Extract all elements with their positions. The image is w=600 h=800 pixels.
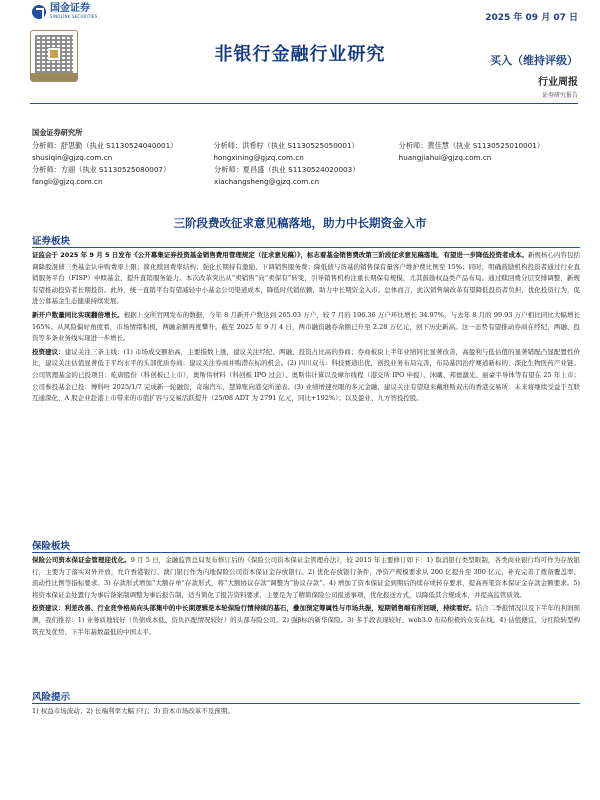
paragraph-body: 根据上交所官网发布的数据，今年 8 月新开户数达到 265.03 万户，较 7 月的 196.36 万户环比增长 34.97%，与去年 8 月的 99.93 万户相比同比大幅增长 165%。从风险偏好角度看，市场情绪积极，两融余额再度攀升。截至 2025 年 9 月 4 日，两市融资融券余额已升至 2.28 万亿元，创下历史新高。这一态势有望推动券商在经纪、两融、投资等多条业务线实现进一步增长。 bbox=[32, 310, 580, 343]
section-heading: 风险提示 bbox=[32, 689, 580, 704]
paragraph-lead: 保险公司资本保证金管理迎优化。 bbox=[32, 556, 131, 564]
section-heading: 证券板块 bbox=[32, 233, 580, 248]
paragraph bbox=[32, 310, 580, 345]
analyst-item bbox=[32, 164, 214, 188]
logo-mark-icon bbox=[32, 5, 46, 19]
paragraph-body: 9 月 5 日，金融监管总局发布修订后的《保险公司资本保证金管理办法》，较 2015 年主要修订如下：1) 取消银行类型限制，各类商业银行均可作为存放银行，主要为了落实对外开放，允许香港银行、澳门银行作为内地保险公司资本保证金存放银行。2) 优化存放银行条件，净资产规模要求从 200 亿提升至 300 亿元，补充完善了拨备覆盖率、流动性比例等指标要求。3) 存款形式增加“大额存单”存款形式，将“大额协议存款”调整为“协议存款”。4) 增加了资本保证金到期后的续存或转存要求，提高再笔资本保证金存款金额要求。5) 将资本保证金处置行为事后备案制调整为事后报告制，适当简化了报告资料要求，主要是为了精简保险公司报送事项，优化报送方式，以降低其合规成本，并提高监管质效。 bbox=[32, 556, 581, 599]
section-insurance bbox=[32, 538, 580, 638]
paragraph: 1) 权益市场波动；2) 长端利率大幅下行；3) 资本市场改革不及预期。 bbox=[32, 707, 234, 715]
section-heading: 保险板块 bbox=[32, 538, 580, 553]
paragraph-lead: 证监会于 2025 年 9 月 5 日发布《公开募集证券投资基金销售费用管理规定（征求意见稿）》，标志着基金销售费改第三阶段征求意见稿落地，有望进一步降低投资者成本。 bbox=[32, 251, 528, 259]
sinolink-logo bbox=[32, 4, 97, 19]
paragraph-body: 结合二季报情况以及下半年的利润预测，我们推荐：1) 业务质地较好（负债成本低、资负匹配情况较好）的头部寿险公司。2) 强β标的新华保险。3) 多手段表现较好、web3.0 布局积极的众安在线。4) 估值便宜、分红险转型构筑充发优势、下半年基数最低的中国太平。 bbox=[32, 604, 581, 636]
paragraph-lead: 投资建议： bbox=[32, 347, 65, 356]
report-date: 2025 年 09 月 07 日 bbox=[485, 13, 578, 23]
report-type: 行业周报 bbox=[538, 77, 578, 88]
paragraph-lead: 新开户数量同比实现翻倍增长。 bbox=[32, 310, 124, 319]
logo-en-text: SINOLINK SECURITIES bbox=[50, 14, 98, 19]
logo-cn-text: 国金证券 bbox=[50, 3, 90, 14]
analyst-label: 分析师：黄佳慧（执业 S1130525010001） bbox=[398, 141, 545, 150]
rating-badge: 买入（维持评级） bbox=[490, 54, 578, 67]
header-divider bbox=[30, 103, 578, 104]
paragraph bbox=[32, 603, 580, 638]
report-subtitle: 证券研究报告 bbox=[541, 92, 578, 99]
analyst-label: 分析师：洪希柠（执业 S1130525050001） bbox=[213, 141, 359, 150]
paragraph bbox=[32, 250, 580, 308]
paragraph-body: 新规核心内容包括调降股混债三类基金认申购费率上限；简化赎回费率结构；强化长期持有激励、下调销售服务费；降低债与货基的销售保有量客户维护费比例至 15%；同时，明确鼓励机构投资者通过行业直销服务平台（FISP）申赎基金，提升直销服务能力。本次改革突出从“卖销售”向“卖保有”转变，引导销售机构注重长期保有规模，尤其鼓励权益类产品布局。通过赎回费分层安排调整，新规有望推动投资者长期投资。此外，统一直销平台有望减轻中小基金公司渠道成本，降低时代销依赖，助力中长期资金入市。总体而言，此次销售端改革有望降低投资者负担、优化投资行为，促进公募基金生态健康持续发展。 bbox=[32, 251, 581, 306]
analyst-block bbox=[32, 127, 580, 188]
firm-name: 国金证券研究所 bbox=[32, 128, 83, 137]
paragraph bbox=[32, 555, 580, 601]
report-title: 非银行金融行业研究 bbox=[214, 44, 386, 65]
analyst-item bbox=[213, 140, 398, 164]
analyst-label: 分析师：夏昌盛（执业 S1130524020003） bbox=[214, 165, 360, 174]
paragraph bbox=[32, 347, 580, 405]
section-risk bbox=[32, 689, 580, 718]
analyst-email[interactable]: xiachangsheng@gjzq.com.cn bbox=[214, 177, 320, 186]
analyst-label: 分析师：舒思勤（执业 S1130524040001） bbox=[32, 141, 178, 150]
analyst-email[interactable]: hongxining@gjzq.com.cn bbox=[213, 153, 304, 162]
section-securities bbox=[32, 233, 580, 405]
analyst-label: 分析师：方丽（执业 S1130525080007） bbox=[32, 165, 171, 174]
analyst-email[interactable]: shusiqin@gjzq.com.cn bbox=[32, 153, 113, 162]
main-headline: 三阶段费改征求意见稿落地，助力中长期资金入市 bbox=[173, 216, 427, 230]
analyst-email[interactable]: fangli@gjzq.com.cn bbox=[32, 177, 103, 186]
analyst-item bbox=[399, 140, 580, 164]
analyst-email[interactable]: huangjiahui@gjzq.com.cn bbox=[398, 153, 492, 162]
analyst-item bbox=[214, 164, 400, 188]
analyst-item bbox=[32, 140, 213, 164]
paragraph-body: 建议关注三条主线：(1) 市场成交额抬高，主要指数上涨，建议关注经纪、两融、投资占比高的券商；券商板块上半年业绩同比显著改善，高盈利与低估值的显著错配凸显配置性价比，建议关注估值显著低于平均水平的头部优质券商；建议关注券商并购潜在标的机会。(2) 四川双马：科技赛道出优，创投业务布局完善，布局基因治疗赛道新标的，深化生物医药产业链。公司管理基金的已投项目：屹唐股份（科创板已上市）、奥斯伟材料（科创板 IPO 过会）、奥斯伟计算以及摩尔线程（港交所 IPO 申报）、沐曦、邦德激光、丽豪半导体等有望在 25 年上市；公司参投基金已投：博科叶 2025/1/7 完成新一轮融资，奇瑞汽车、慧算账向港交所递表。(3) 业绩增速亮眼的多元金融，建议关注有望迎来戴维斯双击的香港交易所：未来将继续受益于互联互通深化、A 股企业赴港上市带来的市值扩容与交易活跃提升（25/08 ADT 为 2791 亿元，同比+192%）；以及盈业、九方智投控股。 bbox=[32, 347, 580, 403]
paragraph-lead: 投资建议：利差改善、行业竞争格局向头部集中的中长期逻辑是本轮保险行情持续的基石，叠加预定筹属性与市场共振，短期销售端有所回暖，持续看好。 bbox=[32, 604, 476, 613]
report-header bbox=[0, 0, 600, 120]
